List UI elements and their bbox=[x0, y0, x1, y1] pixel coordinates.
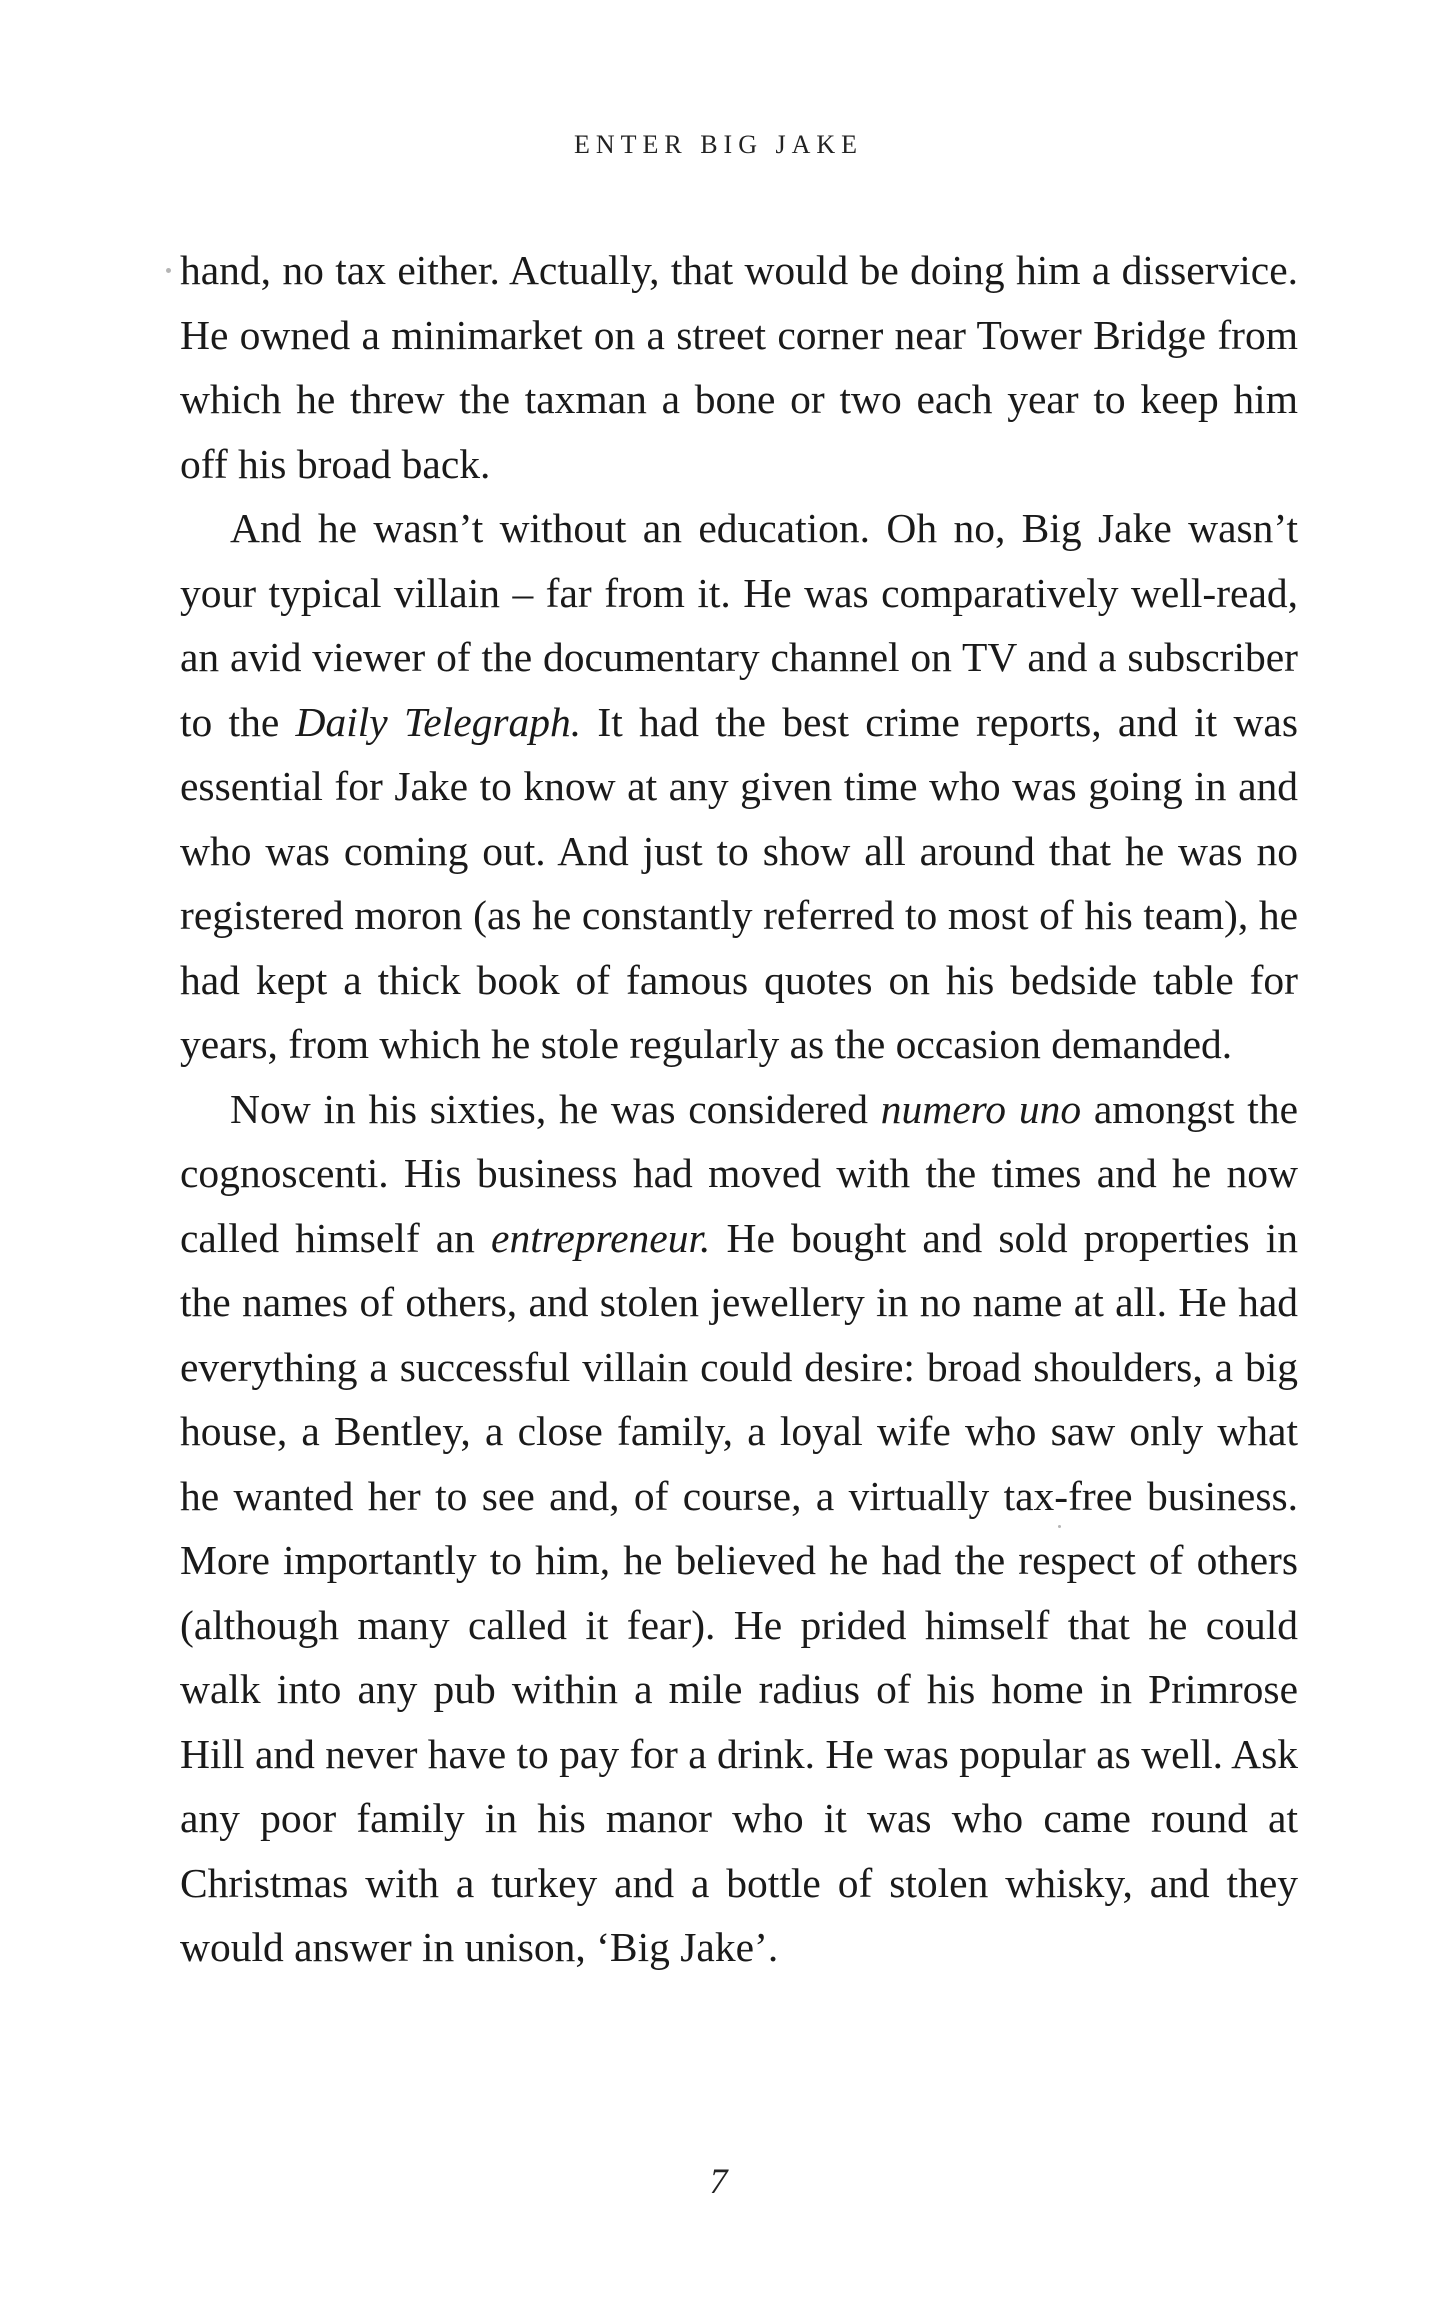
paragraph-3-text-b: amongst the cognoscenti. His business had moved with the times and he now called himself an bbox=[180, 1085, 1298, 1261]
scan-speck bbox=[1058, 1525, 1061, 1528]
italic-entrepreneur: entrepreneur. bbox=[491, 1214, 711, 1261]
paragraph-3 bbox=[180, 1077, 1298, 1980]
paragraph-3-text-c: He bought and sold properties in the names of others, and stolen jewellery in no name at all. He had everything a successful villain could desire: broad shoulders, a big house, a Bentley, a close family, a loyal wife who saw only what he wanted her to see and, of course, a virtually tax-free business. More importantly to him, he believed he had the respect of others (although many called it fear). He prided himself that he could walk into any pub within a mile radius of his home in Primrose Hill and never have to pay for a drink. He was popular as well. Ask any poor family in his manor who it was who came round at Christmas with a turkey and a bottle of stolen whisky, and they would answer in unison, ‘Big Jake’. bbox=[180, 1214, 1298, 1970]
page-number: 7 bbox=[709, 2161, 728, 2201]
running-head: ENTER BIG JAKE bbox=[573, 130, 864, 159]
body-text bbox=[180, 238, 1298, 1980]
italic-numero-uno: numero uno bbox=[880, 1085, 1082, 1132]
newspaper-title: Daily Telegraph. bbox=[295, 698, 582, 745]
paragraph-3-text-a: Now in his sixties, he was considered bbox=[230, 1085, 881, 1132]
paragraph-1 bbox=[180, 238, 1298, 496]
paragraph-2 bbox=[180, 496, 1298, 1077]
paragraph-1-text: hand, no tax either. Actually, that would be doing him a disservice. He owned a minimarket on a street corner near Tower Bridge from which he threw the taxman a bone or two each year to keep him off his broad back. bbox=[180, 247, 1298, 487]
scan-speck bbox=[166, 268, 171, 273]
paragraph-2-text-a: And he wasn’t without an education. Oh no, Big Jake wasn’t your typical villain – far from it. He was comparatively well-read, an avid viewer of the documentary channel on TV and a subscriber to the bbox=[180, 505, 1298, 745]
paragraph-2-text-b: It had the best crime reports, and it was essential for Jake to know at any given time who was going in and who was coming out. And just to show all around that he was no registered moron (as he constantly referred to most of his team), he had kept a thick book of famous quotes on his bedside table for years, from which he stole regularly as the occasion demanded. bbox=[180, 698, 1298, 1067]
